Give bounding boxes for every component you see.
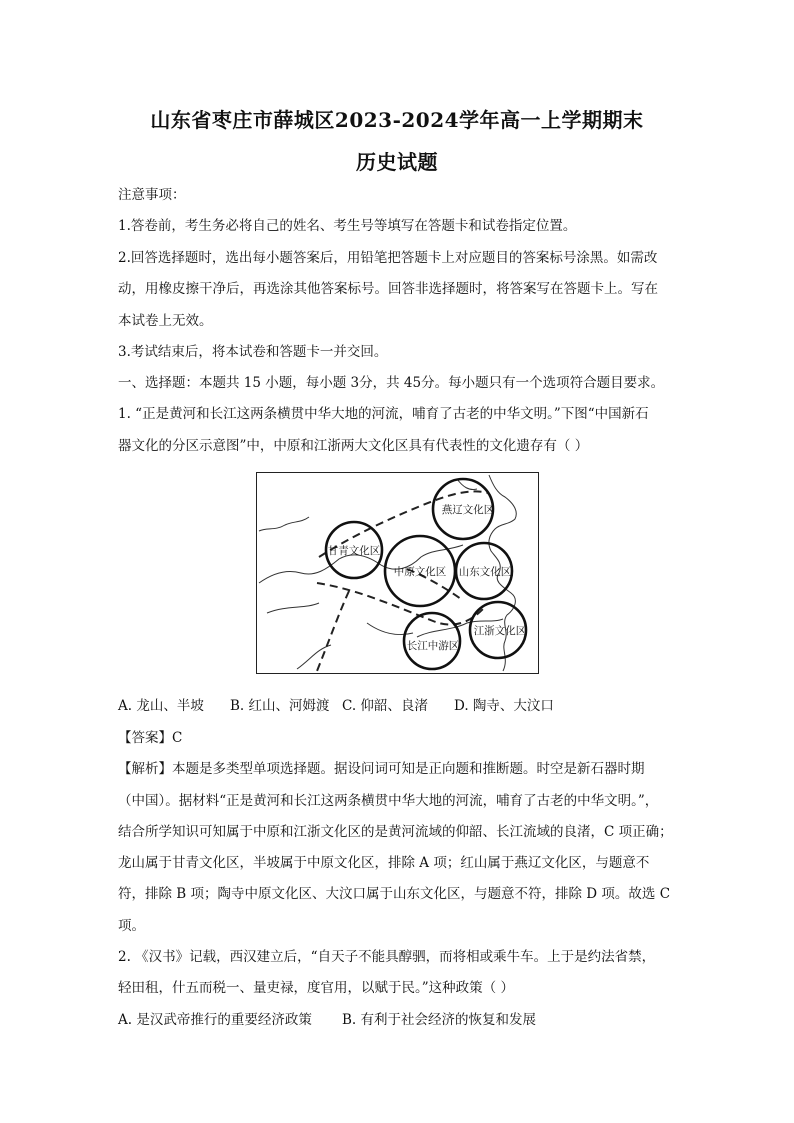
notice-item: 本试卷上无效。 bbox=[118, 313, 213, 329]
analysis-line: 项。 bbox=[118, 918, 145, 934]
option-c: C. 仰韶、良渚 bbox=[342, 698, 428, 714]
notice-item: 2.回答选择题时，选出每小题答案后，用铅笔把答题卡上对应题目的答案标号涂黑。如需改 bbox=[118, 250, 658, 266]
analysis-line: （中国）。据材料“正是黄河和长江这两条横贯中华大地的河流，哺育了古老的中华文明。”， bbox=[118, 793, 659, 809]
q2-options bbox=[118, 1011, 688, 1029]
analysis-line: 【解析】本题是多类型单项选择题。据设问词可知是正向题和推断题。时空是新石器时期 bbox=[118, 761, 645, 777]
q1-options bbox=[118, 697, 688, 715]
answer-line: 【答案】C bbox=[118, 730, 183, 746]
zhongyuan-label: 中原文化区 bbox=[393, 566, 447, 578]
neolithic-culture-map bbox=[256, 472, 539, 674]
notice-item: 3.考试结束后，将本试卷和答题卡一并交回。 bbox=[118, 344, 388, 360]
map-drawing bbox=[257, 473, 537, 672]
notice-item: 动，用橡皮擦干净后，再选涂其他答案标号。回答非选择题时，将答案写在答题卡上。写在 bbox=[118, 281, 658, 297]
question-stem: 2. 《汉书》记载，西汉建立后，“自天子不能具醇驷，而将相或乘牛车。上于是约法省禁， bbox=[118, 949, 656, 965]
analysis-line: 符，排除 B 项；陶寺中原文化区、大汶口属于山东文化区，与题意不符，排除 D 项。故选 C bbox=[118, 886, 671, 902]
yanliao-label: 燕辽文化区 bbox=[441, 504, 495, 516]
notice-heading: 注意事项： bbox=[118, 187, 186, 203]
changjiang-label: 长江中游区 bbox=[406, 640, 460, 652]
option-a: A. 龙山、半坡 bbox=[118, 698, 204, 714]
question-stem: 器文化的分区示意图”中，中原和江浙两大文化区具有代表性的文化遗存有（ ） bbox=[118, 438, 589, 454]
analysis-line: 龙山属于甘青文化区，半坡属于中原文化区，排除 A 项；红山属于燕辽文化区，与题意不 bbox=[118, 855, 650, 871]
notice-item: 1.答卷前，考生务必将自己的姓名、考生号等填写在答题卡和试卷指定位置。 bbox=[118, 218, 577, 234]
option-b: B. 红山、河姆渡 bbox=[230, 698, 330, 714]
section-heading: 一、选择题：本题共 15 小题，每小题 3分，共 45分。每小题只有一个选项符合题目要求。 bbox=[118, 375, 665, 391]
analysis-line: 结合所学知识可知属于中原和江浙文化区的是黄河流域的仰韶、长江流域的良渚，C 项正确； bbox=[118, 824, 673, 840]
shandong-label: 山东文化区 bbox=[458, 566, 512, 578]
option-d: D. 陶寺、大汶口 bbox=[454, 698, 554, 714]
question-stem: 1. “正是黄河和长江这两条横贯中华大地的河流，哺育了古老的中华文明。”下图“中国新石 bbox=[118, 406, 649, 422]
option-a: A. 是汉武帝推行的重要经济政策 bbox=[118, 1012, 312, 1028]
page-title: 山东省枣庄市薛城区2023-2024学年高一上学期期末 bbox=[150, 108, 644, 132]
question-stem: 轻田租，什五而税一、量吏禄，度官用，以赋于民。”这种政策（ ） bbox=[118, 980, 514, 996]
jiangzhe-label: 江浙文化区 bbox=[473, 625, 527, 637]
ganqing-label: 甘青文化区 bbox=[327, 545, 381, 557]
page-subtitle: 历史试题 bbox=[356, 150, 438, 174]
option-b: B. 有利于社会经济的恢复和发展 bbox=[342, 1012, 537, 1028]
